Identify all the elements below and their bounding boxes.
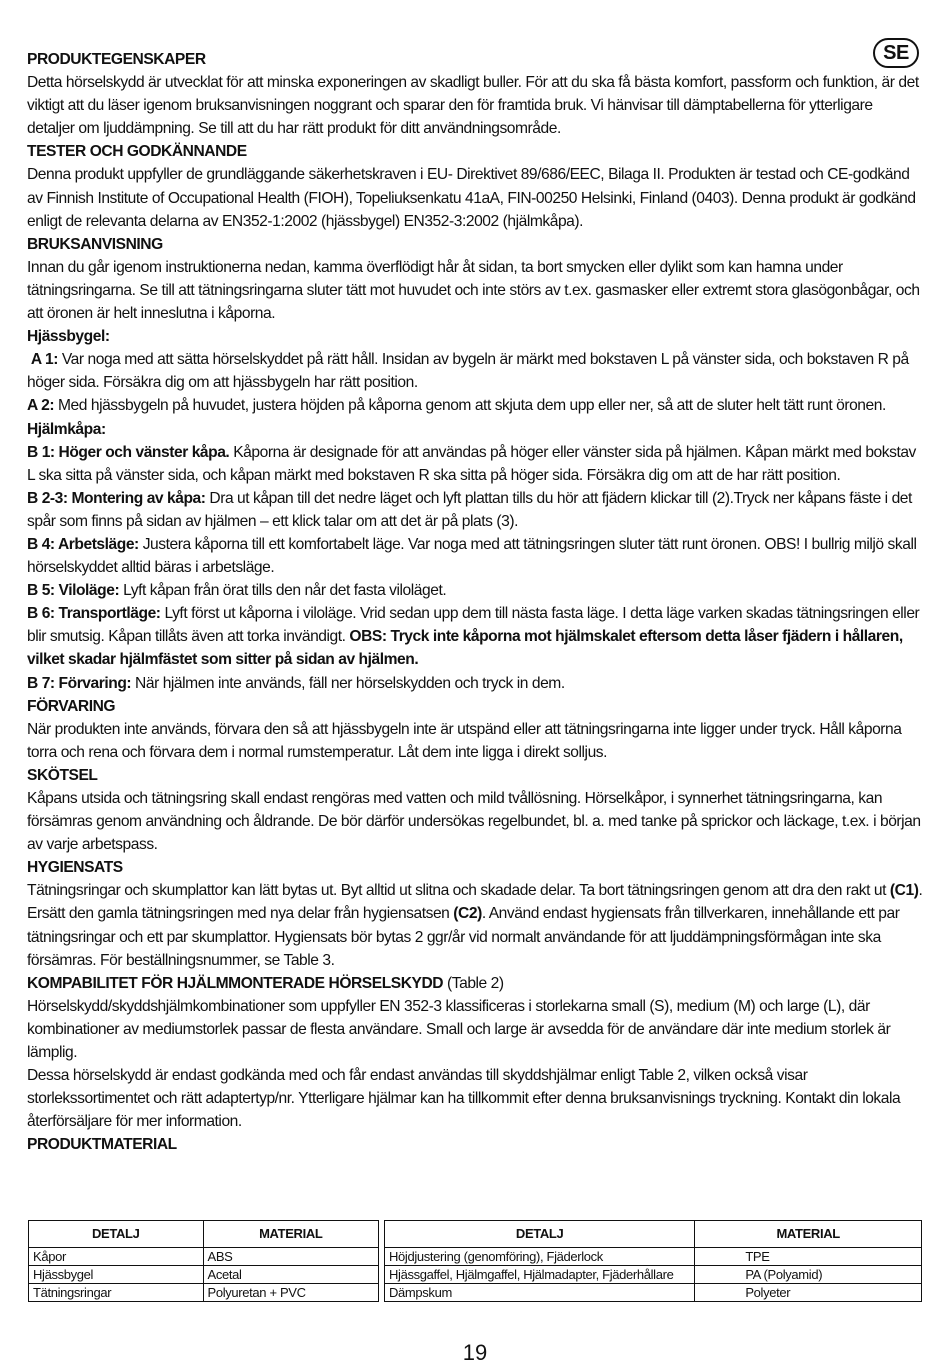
step-a1: A 1: Var noga med att sätta hörselskyddet på rätt håll. Insidan av bygeln är märkt med bokstaven L på vänster sida, och bokstaven R på höger sida. Försäkra dig om att hjässbygeln har rätt position.	[27, 351, 909, 392]
tests-text: Denna produkt uppfyller de grundläggande säkerhetskraven i EU- Direktivet 89/686/EEC, Bilaga II. Produkten är testad och CE-godkänd av Finnish Institute of Occupational Health (FIOH), Topeliuksenkatu 41aA, FIN-00250 Helsinki, Finland (0403). Denna produkt är godkänd enligt de relevanta delarna av EN352-1:2002 (hjässbygel) EN352-3:2002 (hjälmkåpa).	[27, 166, 916, 230]
step-a2: A 2: Med hjässbygeln på huvudet, justera höjden på kåporna genom att skjuta dem upp eller ner, så att de sluter helt tätt runt öronen.	[27, 397, 886, 415]
table-row: Hjässbygel Acetal	[29, 1266, 379, 1284]
step-b6: B 6: Transportläge: Lyft först ut kåporna i viloläge. Vrid sedan upp dem till nästa fasta läge. I detta läge varken skadas tätningsringen eller blir smutsig. Kåpan tillåts även att torka invändigt. OBS: Tryck inte kåporna mot hjälmskalet eftersom detta låser fjädern i hållaren, vilket skadar hjälmfästet som sitter på sidan av hjälmen.	[27, 605, 920, 669]
product-properties-text: Detta hörselskydd är utvecklat för att minska exponeringen av skadligt buller. För att du ska få bästa komfort, passform och funktion, är det viktigt att du läser igenom bruksanvisningen noggrant och sparar den för framtida bruk. Vi hänvisar till dämptabellerna för ytterligare detaljer om ljuddämpning. Se till att du har rätt produkt för ditt användningsområde.	[27, 74, 919, 138]
section-title-storage: FÖRVARING	[27, 697, 116, 715]
step-b5-label: B 5: Viloläge:	[27, 582, 120, 600]
compatibility-text-1: Hörselskydd/skyddshjälmkombinationer som uppfyller EN 352-3 klassificeras i storlekarna small (S), medium (M) och large (L), där kombinationer av mediumstorlek passar de flesta användare. Small och large är avsedda för de användare där inte medium storlek är lämplig.	[27, 997, 891, 1062]
table-header-detail: DETALJ	[385, 1221, 695, 1248]
section-title-instructions: BRUKSANVISNING	[27, 235, 163, 253]
care-text: Kåpans utsida och tätningsring skall endast rengöras med vatten och mild tvållösning. Hörselkåpor, i synnerhet tätningsringarna, kan försämras genom användning och åldrande. De bör därför undersökas regelbundet, bl. a. med tanke på sprickor och läckage, t.ex. i början av varje arbetspass.	[27, 790, 921, 854]
compatibility-text-2: Dessa hörselskydd är endast godkända med och får endast användas till skyddshjälmar enligt Table 2, vilken också visar storlekssortimentet och rätt adaptertyp/nr. Ytterligare hjälmar kan ha tillkommit efter denna bruksanvisnings tryckning. Kontakt din lokala återförsäljare för mer information.	[27, 1067, 901, 1131]
section-title-hygiene-kit: HYGIENSATS	[27, 859, 123, 877]
hygiene-kit-text: Tätningsringar och skumplattor kan lätt bytas ut. Byt alltid ut slitna och skadade delar. Ta bort tätningsringen genom att dra den rakt ut (C1). Ersätt den gamla tätningsringen med nya delar från hygiensatsen (C2). Använd endast hygiensats från tillverkaren, innehållande ett par tätningsringar och ett par skumplattor. Hygiensats bör bytas 2 ggr/år vid normalt användande för att ljuddämpningsförmågan inte ska försämras. För beställningsnummer, se Table 3.	[27, 882, 923, 969]
step-a2-label: A 2:	[27, 397, 55, 415]
storage-text: När produkten inte används, förvara den så att hjässbygeln inte är utspänd eller att tätningsringarna inte ligger under tryck. Håll kåporna torra och rena och förvara dem i normal rumstemperatur. Låt dem inte ligga i direkt solljus.	[27, 720, 902, 761]
step-b4-label: B 4: Arbetsläge:	[27, 535, 139, 553]
section-title-care: SKÖTSEL	[27, 766, 98, 784]
step-a1-label: A 1:	[30, 351, 58, 369]
subheading-helmet-cup: Hjälmkåpa:	[27, 420, 106, 438]
instructions-text: Innan du går igenom instruktionerna nedan, kamma överflödigt hår åt sidan, ta bort smycken eller dylikt som kan hamna under tätningsringarna. Se till att tätningsringarna sluter tätt mot huvudet och inte störs av t.ex. gasmasker eller extremt stora glasögonbågar, och att öronen är helt inneslutna i kåporna.	[27, 258, 920, 323]
table-header-material: MATERIAL	[203, 1221, 378, 1248]
table-row: Höjdjustering (genomföring), Fjäderlock TPE	[385, 1248, 922, 1266]
step-b7: B 7: Förvaring: När hjälmen inte används, fäll ner hörselskydden och tryck in dem.	[27, 674, 565, 692]
step-b5: B 5: Viloläge: Lyft kåpan från örat tills den når det fasta viloläget.	[27, 582, 447, 600]
section-title-materials: PRODUKTMATERIAL	[27, 1136, 177, 1154]
step-b23: B 2-3: Montering av kåpa: Dra ut kåpan till det nedre läget och lyft plattan tills du hör att fjädern klickar till (2).Tryck ner kåpans fäste i det spår som finns på sidan av hjälmen – ett klick talar om att det är på plats (3).	[27, 489, 912, 530]
subheading-headband: Hjässbygel:	[27, 328, 110, 346]
step-b1-label: B 1: Höger och vänster kåpa.	[27, 443, 230, 461]
table-row: Dämpskum Polyeter	[385, 1284, 922, 1302]
materials-table-2	[384, 1220, 922, 1302]
section-title-compatibility: KOMPABILITET FÖR HJÄLMMONTERADE HÖRSELSKYDD (Table 2)	[27, 974, 504, 992]
step-b23-label: B 2-3: Montering av kåpa:	[27, 489, 206, 507]
table-header-material: MATERIAL	[695, 1221, 922, 1248]
table-row: Kåpor ABS	[29, 1248, 379, 1266]
language-badge: SE	[873, 38, 919, 68]
step-b6-warning: OBS: Tryck inte kåporna mot hjälmskalet eftersom detta låser fjädern i hållaren, vilket skadar hjälmfästet som sitter på sidan av hjälmen.	[27, 628, 903, 669]
table-row: Hjässgaffel, Hjälmgaffel, Hjälmadapter, Fjäderhållare PA (Polyamid)	[385, 1266, 922, 1284]
step-b4: B 4: Arbetsläge: Justera kåporna till ett komfortabelt läge. Var noga med att tätningsringen sluter tätt runt öronen. OBS! I bullrig miljö skall hörselskyddet alltid bäras i arbetsläge.	[27, 535, 917, 577]
section-title-product-properties: PRODUKTEGENSKAPER	[27, 51, 206, 68]
step-b6-label: B 6: Transportläge:	[27, 605, 161, 623]
step-b7-label: B 7: Förvaring:	[27, 674, 132, 692]
materials-table-1	[28, 1220, 379, 1302]
section-title-tests: TESTER OCH GODKÄNNANDE	[27, 143, 247, 161]
page-number: 19	[462, 1340, 488, 1365]
table-row: Tätningsringar Polyuretan + PVC	[29, 1284, 379, 1302]
step-b1: B 1: Höger och vänster kåpa. Kåporna är designade för att användas på höger eller vänster sida på hjälmen. Kåpan märkt med bokstav L ska sitta på vänster sida, och kåpan märkt med bokstaven R ska sitta på höger sida. Försäkra dig om att de har rätt position.	[27, 443, 916, 484]
table-header-detail: DETALJ	[29, 1221, 204, 1248]
main-text	[27, 48, 923, 1157]
